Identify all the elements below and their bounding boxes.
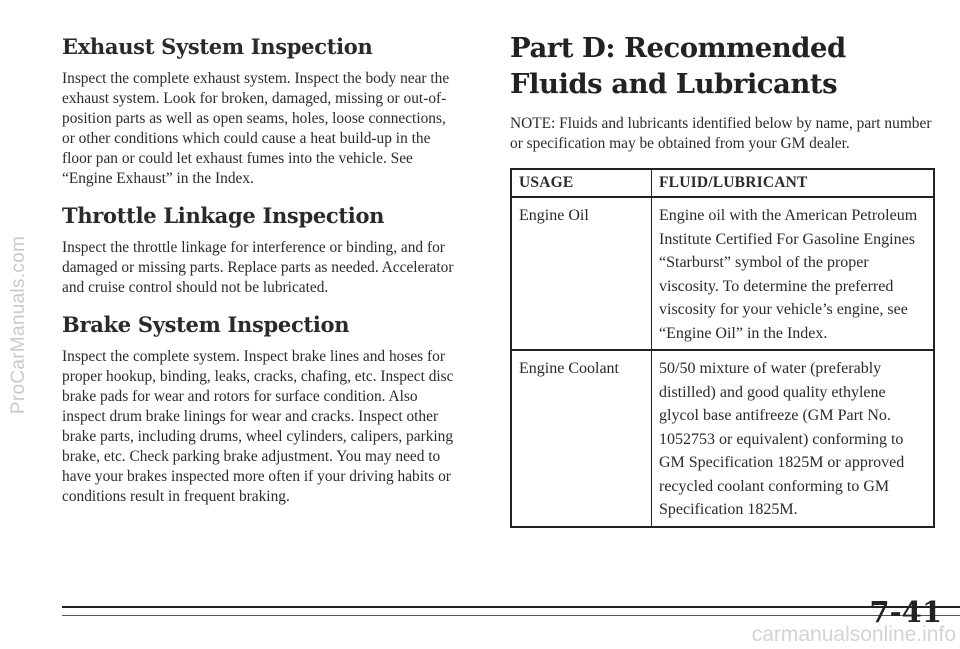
usage-cell: Engine Oil — [511, 197, 652, 350]
exhaust-text: Inspect the complete exhaust system. Inspect the body near the exhaust system. Look for broken, damaged, missing or out-of-position parts as well as open seams, holes, loose connections, or other conditions which could cause a heat build-up in the floor pan or could let exhaust fumes into the vehicle. See “Engine Exhaust” in the Index. — [62, 70, 450, 187]
throttle-text: Inspect the throttle linkage for interference or binding, and for damaged or missing parts. Replace parts as needed. Accelerator and cruise control should not be lubricated. — [62, 239, 454, 296]
fluids-note: NOTE: Fluids and lubricants identified below by name, part number or specification may be obtained from your GM dealer. — [510, 115, 932, 152]
usage-cell: Engine Coolant — [511, 350, 652, 527]
table-row — [511, 350, 934, 527]
part-d-heading: Part D: Recommended Fluids and Lubricants — [510, 32, 846, 100]
left-column — [62, 34, 462, 521]
throttle-section — [62, 203, 462, 298]
brake-section — [62, 312, 462, 507]
side-watermark-text: ProCarManuals.com — [8, 235, 29, 414]
right-column — [510, 30, 935, 528]
brake-text: Inspect the complete system. Inspect brake lines and hoses for proper hookup, binding, leaks, cracks, chafing, etc. Inspect disc brake pads for wear and rotors for surface condition. Also inspect drum brake linings for wear and cracks. Inspect other brake parts, including drums, wheel cylinders, calipers, parking brake, etc. Check parking brake adjustment. You may need to have your brakes inspected more often if your driving habits or conditions result in frequent braking. — [62, 348, 454, 505]
table-row — [511, 197, 934, 350]
page-number: 7-41 — [869, 595, 942, 629]
exhaust-heading: Exhaust System Inspection — [62, 34, 373, 59]
fluid-cell: Engine oil with the American Petroleum Institute Certified For Gasoline Engines “Starburst” symbol of the proper viscosity. To determine the preferred viscosity for your vehicle’s engine, see “Engine Oil” in the Index. — [652, 197, 935, 350]
table-header-row — [511, 169, 934, 197]
footer-rule-bottom — [62, 615, 960, 616]
throttle-heading: Throttle Linkage Inspection — [62, 203, 385, 228]
fluid-column-header: FLUID/LUBRICANT — [652, 169, 935, 197]
footer-rule-top — [62, 606, 960, 608]
fluids-table — [510, 168, 935, 528]
brake-heading: Brake System Inspection — [62, 312, 350, 337]
bottom-watermark: carmanualsonline.info — [751, 623, 956, 646]
exhaust-section — [62, 34, 462, 189]
fluid-cell: 50/50 mixture of water (preferably distilled) and good quality ethylene glycol base antifreeze (GM Part No. 1052753 or equivalent) conforming to GM Specification 1825M or approved recycled coolant conforming to GM Specification 1825M. — [652, 350, 935, 527]
side-watermark — [4, 0, 34, 649]
usage-column-header: USAGE — [511, 169, 652, 197]
